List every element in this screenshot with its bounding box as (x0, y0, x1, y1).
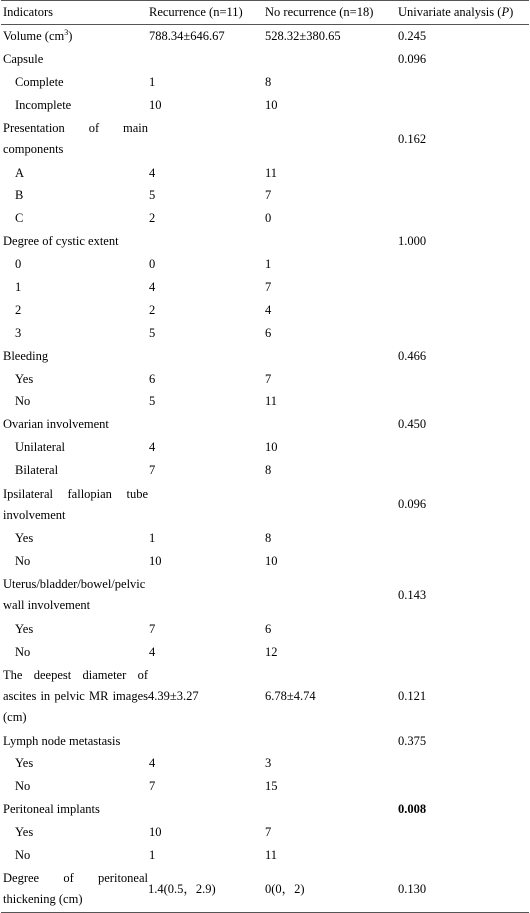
p-value: 1.000 (398, 234, 427, 249)
table-row (1, 752, 529, 775)
row-label: Unilateral (15, 440, 65, 455)
row-label: 2 (15, 302, 22, 317)
row-label: 3 (15, 325, 22, 340)
row-label: 1 (15, 279, 22, 294)
row-label: Lymph node metastasis (3, 733, 121, 748)
table-row (1, 207, 529, 230)
table-row (1, 253, 529, 276)
no-recurrence-value: 7 (265, 825, 272, 840)
no-recurrence-value: 1 (265, 257, 272, 272)
row-label: 0 (15, 257, 22, 272)
table-row (1, 48, 529, 71)
no-recurrence-value: 7 (265, 371, 272, 386)
no-recurrence-value: 0 (265, 211, 272, 226)
row-label: Yes (15, 756, 34, 771)
no-recurrence-value: 11 (265, 847, 278, 862)
table-row (1, 573, 529, 618)
table-row (1, 390, 529, 413)
table-row (1, 641, 529, 664)
p-value: 0.096 (398, 497, 427, 512)
table-row (1, 482, 529, 527)
p-value-significant: 0.008 (398, 802, 427, 817)
table-row (1, 184, 529, 207)
header-univariate-text: Univariate analysis ( (398, 5, 502, 19)
no-recurrence-value: 10 (265, 97, 278, 112)
data-table (1, 0, 529, 913)
row-label: A (15, 165, 25, 180)
row-label: Degree of cystic extent (3, 234, 119, 249)
p-value: 0.121 (398, 689, 427, 704)
row-label: Complete (15, 74, 64, 89)
table-row (1, 299, 529, 322)
table-row (1, 413, 529, 436)
table-row (1, 730, 529, 753)
recurrence-value: 7 (149, 779, 156, 794)
no-recurrence-value: 6.78±4.74 (265, 689, 316, 704)
header-no-recurrence: No recurrence (n=18) (265, 5, 374, 19)
row-label: Capsule (3, 51, 44, 66)
row-label: No (15, 553, 31, 568)
table-row (1, 821, 529, 844)
table-row (1, 664, 529, 730)
table-row (1, 71, 529, 94)
row-label: Yes (15, 621, 34, 636)
table-row (1, 322, 529, 345)
row-label-superscript: 3 (64, 27, 69, 37)
table-row (1, 276, 529, 299)
table-row (1, 618, 529, 641)
row-label: The deepest diameter of ascites in pelvic MR images (cm) (3, 668, 148, 725)
row-label: Bilateral (15, 463, 59, 478)
table-row (1, 25, 529, 48)
table-row (1, 550, 529, 573)
no-recurrence-value: 10 (265, 553, 278, 568)
table-row (1, 459, 529, 482)
row-label: B (15, 188, 24, 203)
no-recurrence-value: 0(0，2) (265, 881, 305, 896)
recurrence-value: 2 (149, 302, 156, 317)
no-recurrence-value: 7 (265, 279, 272, 294)
recurrence-value: 4 (149, 756, 156, 771)
recurrence-value: 10 (149, 553, 162, 568)
p-value: 0.245 (398, 28, 427, 43)
row-label: Yes (15, 825, 34, 840)
recurrence-value: 1 (149, 74, 156, 89)
recurrence-value: 6 (149, 371, 156, 386)
row-label: Incomplete (15, 97, 72, 112)
no-recurrence-value: 15 (265, 779, 278, 794)
recurrence-value: 4 (149, 279, 156, 294)
table-row (1, 527, 529, 550)
recurrence-value: 7 (149, 463, 156, 478)
recurrence-value: 0 (149, 257, 156, 272)
recurrence-value: 4.39±3.27 (148, 689, 199, 704)
row-label: Peritoneal implants (3, 802, 100, 817)
recurrence-value: 2 (149, 211, 156, 226)
row-label: C (15, 211, 24, 226)
row-label: No (15, 394, 31, 409)
table-row (1, 117, 529, 162)
no-recurrence-value: 11 (265, 165, 278, 180)
header-recurrence: Recurrence (n=11) (149, 5, 243, 19)
row-label-text: Volume (cm (3, 28, 65, 43)
recurrence-value: 1 (149, 530, 156, 545)
no-recurrence-value: 4 (265, 302, 272, 317)
p-value: 0.375 (398, 733, 427, 748)
p-value: 0.450 (398, 417, 427, 432)
recurrence-value: 4 (149, 440, 156, 455)
p-value: 0.130 (398, 881, 427, 896)
header-indicators: Indicators (3, 5, 53, 19)
no-recurrence-value: 7 (265, 188, 272, 203)
row-label: Yes (15, 530, 34, 545)
table-header-row (1, 1, 529, 25)
no-recurrence-value: 8 (265, 530, 272, 545)
recurrence-value: 7 (149, 621, 156, 636)
header-p-symbol: P (501, 5, 510, 19)
table-row (1, 94, 529, 117)
no-recurrence-value: 8 (265, 463, 272, 478)
no-recurrence-value: 528.32±380.65 (265, 28, 341, 43)
no-recurrence-value: 3 (265, 756, 272, 771)
table-row (1, 162, 529, 185)
recurrence-value: 5 (149, 325, 156, 340)
row-label: No (15, 779, 31, 794)
table-row (1, 844, 529, 867)
table-row (1, 867, 529, 912)
row-label: Uterus/bladder/bowel/pelvic wall involvement (3, 577, 146, 613)
recurrence-value: 1.4(0.5，2.9) (148, 881, 216, 896)
no-recurrence-value: 8 (265, 74, 272, 89)
table-row (1, 798, 529, 821)
table-row (1, 775, 529, 798)
row-label: No (15, 847, 31, 862)
header-univariate (396, 2, 529, 23)
row-label: No (15, 644, 31, 659)
row-label: Bleeding (3, 348, 49, 363)
no-recurrence-value: 12 (265, 644, 278, 659)
recurrence-value: 4 (149, 165, 156, 180)
recurrence-value: 5 (149, 188, 156, 203)
row-label-suffix: ) (68, 28, 73, 43)
p-value: 0.143 (398, 587, 427, 602)
row-label: Presentation of main components (3, 121, 148, 157)
row-label: Ovarian involvement (3, 417, 109, 432)
recurrence-value: 10 (149, 825, 162, 840)
row-label: Yes (15, 371, 34, 386)
recurrence-value: 4 (149, 644, 156, 659)
table-row (1, 436, 529, 459)
recurrence-value: 1 (149, 847, 156, 862)
no-recurrence-value: 11 (265, 394, 278, 409)
table-row (1, 368, 529, 391)
p-value: 0.466 (398, 348, 427, 363)
row-label: Degree of peritoneal thickening (cm) (3, 871, 148, 907)
row-label: Ipsilateral fallopian tube involvement (3, 486, 148, 522)
p-value: 0.162 (398, 131, 427, 146)
recurrence-value: 788.34±646.67 (149, 28, 225, 43)
table-row (1, 230, 529, 253)
table-row (1, 345, 529, 368)
p-value: 0.096 (398, 51, 427, 66)
recurrence-value: 10 (149, 97, 162, 112)
row-label (1, 26, 148, 47)
header-univariate-close: ) (509, 5, 514, 19)
recurrence-value: 5 (149, 394, 156, 409)
no-recurrence-value: 10 (265, 440, 278, 455)
no-recurrence-value: 6 (265, 325, 272, 340)
no-recurrence-value: 6 (265, 621, 272, 636)
